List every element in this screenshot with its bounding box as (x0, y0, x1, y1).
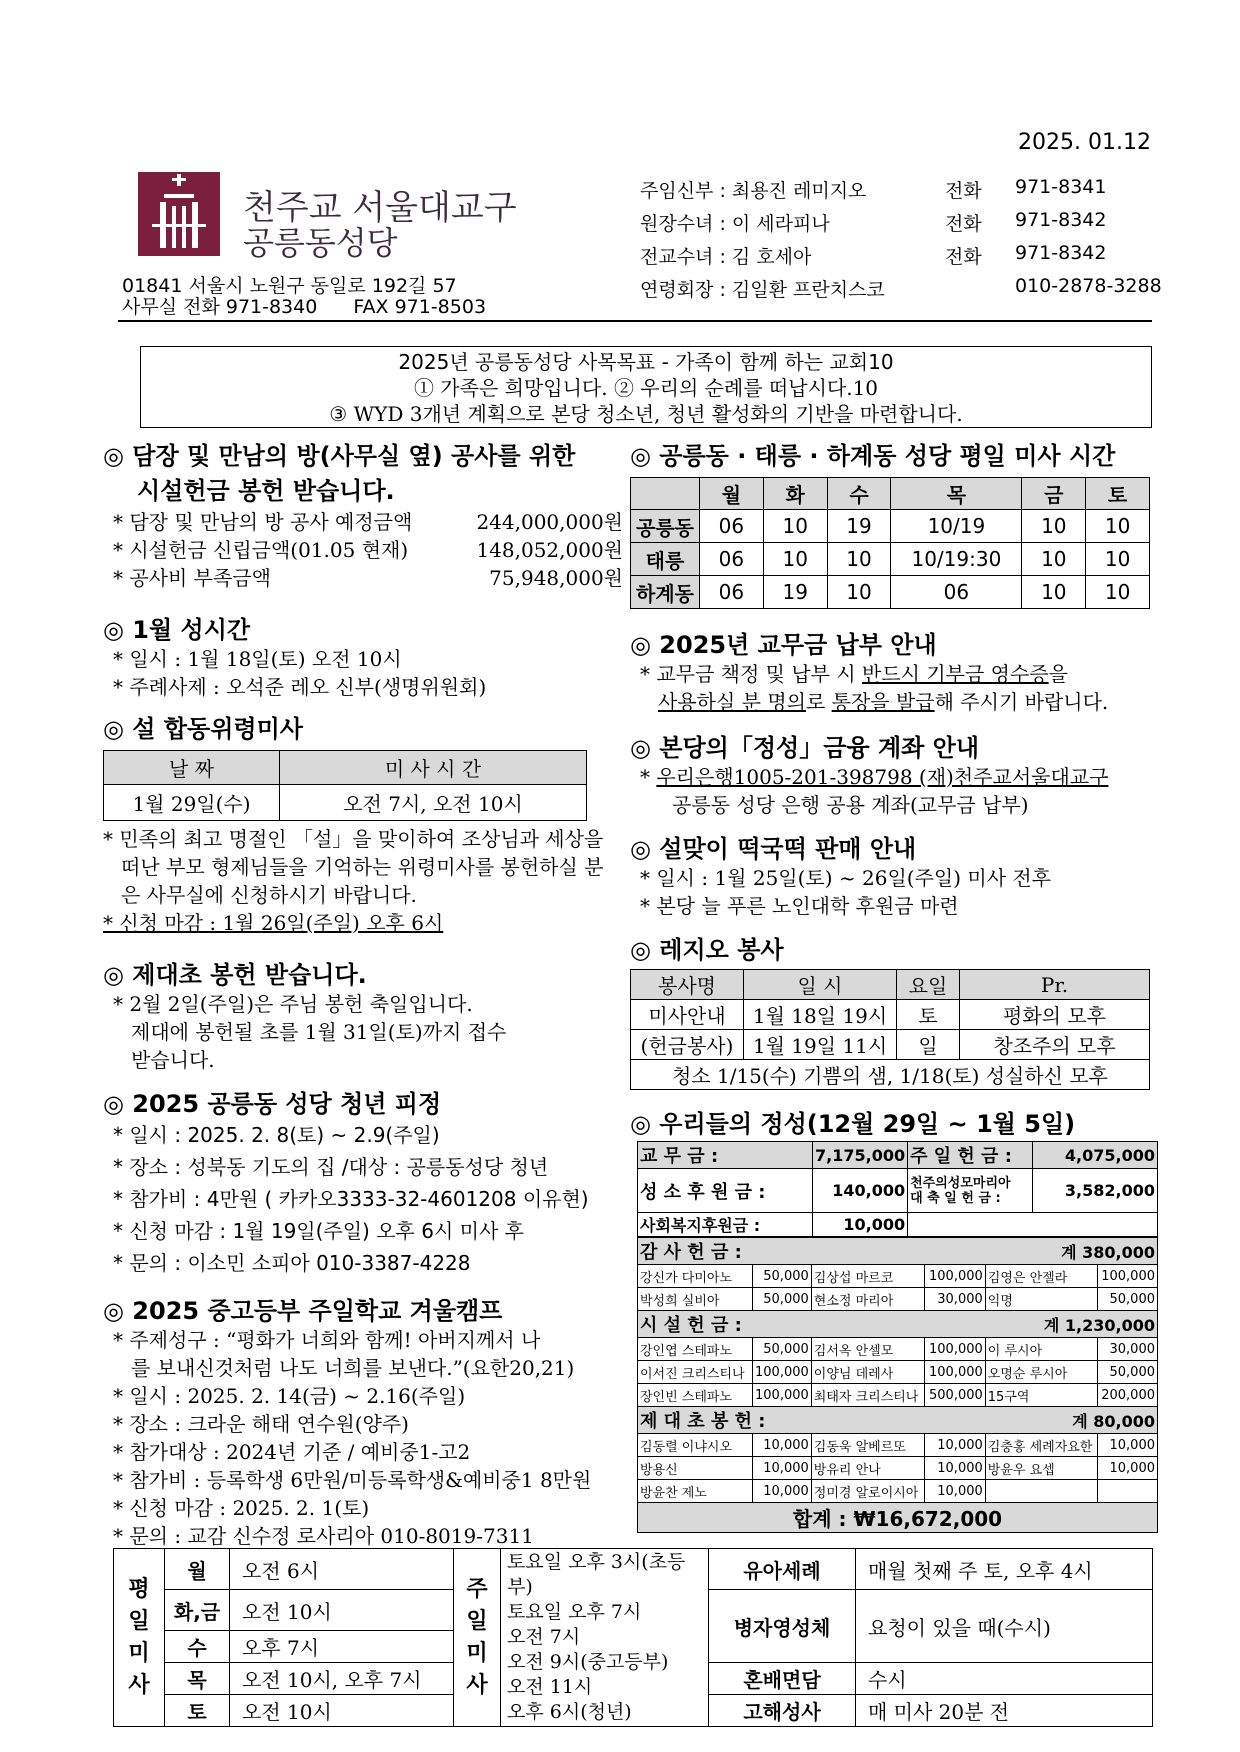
logo-text-archdiocese: 천주교 서울대교구 (243, 188, 517, 228)
right-column: ◎ 공릉동 · 태릉 · 하계동 성당 평일 미사 시간 월 화 수 목 금 토 공릉동 06 10 19 10/19 10 10 태릉 06 10 10 10/19:30 10 10 하계동 06 19 10 06 10 10 ◎ 2025년 교무금 납부 안내 * 교무금 책정 및 납부 시 반드시 기부금 영수증을 사용하실 분 명의로 통장을 발급해 주시기 바랍니다. ◎ 본당의「정성」금융 계좌 안내 * 우리은행1005-201-398798 (재)천주교서울대교구 공릉동 성당 은행 공용 계좌(교무금 납부) ◎ 설맞이 떡국떡 판매 안내 * 일시 : 1월 25일(토) ~ 26일(주일) 미사 전후 * 본당 늘 푸른 노인대학 후원금 마련 ◎ 레지오 봉사 봉사명 일 시 요일 Pr. 미사안내 1월 18일 19시 토 평화의 모후 (헌금봉사) 1월 19일 11시 일 창조주의 모후 청소 1/15(수) 기쁨의 샘, 1/18(토) 성실하신 모후 ◎ 우리들의 정성(12월 29일 ~ 1월 5일) (630, 436, 1158, 1139)
legio-table: 봉사명 일 시 요일 Pr. 미사안내 1월 18일 19시 토 평화의 모후 (헌금봉사) 1월 19일 11시 일 창조주의 모후 청소 1/15(수) 기쁨의 샘, 1/18(토) 성실하신 모후 (630, 969, 1150, 1090)
section-title: ◎ 공릉동 · 태릉 · 하계동 성당 평일 미사 시간 (630, 442, 1116, 470)
section-title: ◎ 2025년 교무금 납부 안내 (630, 631, 937, 659)
section-title: ◎ 설맞이 떡국떡 판매 안내 (630, 835, 917, 863)
offering-table: 교 무 금 : 7,175,000 주 일 헌 금 : 4,075,000 성 소 후 원 금 : 140,000 천주의성모마리아 대 축 일 헌 금 : 3,582,000 사회복지후원금 : 10,000 감 사 헌 금 : 계 380,000 강신가 다미아노 50,000 김상섭 마르코 100,000 김영은 안젤라 100,000 박성희 실비아 50,000 현소정 마리아 30,000 익명 50,000 시 설 헌 금 : 계 1,230,000 강인엽 스테파노 50,000 김서옥 안셀모 100,000 이 루시아 30,000 이서진 크리스티나 100,000 이양님 데레사 100,000 오명순 루시아 50,000 장인빈 스테파노 100,000 최태자 크리스티나 500,000 15구역 200,000 제 대 초 봉 헌 : 계 80,000 김동렬 이냐시오 10,000 김동욱 알베르또 10,000 김충홍 세례자요한 10,000 방용신 10,000 방유리 안나 10,000 방윤우 요셉 10,000 방윤찬 제노 10,000 정미경 알로이시아 10,000 합계 : ₩16,672,000 (637, 1141, 1158, 1533)
staff-row: 원장수녀 : 이 세라피나 전화 971-8342 (640, 209, 1107, 235)
weekday-mass-label: 평 일 미 사 (114, 1549, 165, 1727)
mass-schedule: 평 일 미 사 월 오전 6시 주 일 미 사 토요일 오후 3시(초등부) 토요일 오후 7시 오전 7시 오전 9시(중고등부) 오전 11시 오후 6시(청년) 유아세례 매월 첫째 주 토, 오후 4시 화,금 오전 10시 병자영성체 요청이 있을 때(수시) 수 오후 7시 목 오전 10시, 오후 7시 혼배면담 수시 토 오전 10시 고해성사 매 미사 20분 전 (113, 1548, 1153, 1727)
section-title: ◎ 2025 중고등부 주일학교 겨울캠프 (103, 1297, 503, 1325)
staff-list (640, 176, 1162, 308)
office-phone: 사무실 전화 971-8340 (122, 296, 318, 318)
church-icon (138, 172, 220, 256)
section-title: 시설헌금 봉헌 받습니다. (137, 477, 395, 505)
staff-row: 전교수녀 : 김 호세아 전화 971-8342 (640, 242, 1107, 268)
left-column: ◎ 담장 및 만남의 방(사무실 옆) 공사를 위한 시설헌금 봉헌 받습니다. * 담장 및 만남의 방 공사 예정금액 244,000,000원 * 시설헌금 신립금액(01.05 현재) 148,052,000원 * 공사비 부족금액 75,948,000원 ◎ 1월 성시간 * 일시 : 1월 18일(토) 오전 10시 * 주례사제 : 오석준 레오 신부(생명위원회) ◎ 설 합동위령미사 날 짜 미 사 시 간 1월 29일(수) 오전 7시, 오전 10시 * 민족의 최고 명절인 「설」을 맞이하여 조상님과 세상을 떠난 부모 형제님들을 기억하는 위령미사를 봉헌하실 분 은 사무실에 신청하시기 바랍니다. * 신청 마감 : 1월 26일(주일) 오후 6시 ◎ 제대초 봉헌 받습니다. * 2월 2일(주일)은 주님 봉헌 축일입니다. 제대에 봉헌될 초를 1월 31일(토)까지 접수 받습니다. ◎ 2025 공릉동 성당 청년 피정 * 일시 : 2025. 2. 8(토) ~ 2.9(주일) * 장소 : 성북동 기도의 집 /대상 : 공릉동성당 청년 * 참가비 : 4만원 ( 카카오3333-32-4601208 이유현) * 신청 마감 : 1월 19일(주일) 오후 6시 미사 후 * 문의 : 이소민 소피아 010-3387-4228 ◎ 2025 중고등부 주일학교 겨울캠프 * 주제성구 : “평화가 너희와 함께! 아버지께서 나 를 보내신것처럼 나도 너희를 보낸다.”(요한20,21) * 일시 : 2025. 2. 14(금) ~ 2.16(주일) * 장소 : 크라운 해태 연수원(양주) * 참가대상 : 2024년 기준 / 예비중1-고2 * 참가비 : 등록학생 6만원/미등록학생&예비중1 8만원 * 신청 마감 : 2025. 2. 1(토) * 문의 : 교감 신수정 로사리아 010-8019-7311 (103, 436, 623, 1550)
office-fax: FAX 971-8503 (353, 296, 487, 318)
header-divider (118, 320, 1152, 322)
staff-row: 주임신부 : 최용진 레미지오 전화 971-8341 (640, 176, 1107, 202)
section-title: ◎ 담장 및 만남의 방(사무실 옆) 공사를 위한 (103, 442, 576, 470)
section-title: ◎ 2025 공릉동 성당 청년 피정 (103, 1090, 442, 1118)
staff-row: 연령회장 : 김일환 프란치스코 010-2878-3288 (640, 275, 1162, 301)
section-title: ◎ 설 합동위령미사 (103, 715, 303, 743)
section-title: ◎ 1월 성시간 (103, 616, 251, 644)
bulletin-date: 2025. 01.12 (1018, 130, 1151, 155)
address-line: 01841 서울시 노원구 동일로 192길 57 (122, 275, 457, 297)
weekday-mass-table: 월 화 수 목 금 토 공릉동 06 10 19 10/19 10 10 태릉 06 10 10 10/19:30 10 10 하계동 06 19 10 06 10 10 (630, 477, 1150, 609)
goal-line: ③ WYD 3개년 계획으로 본당 청소년, 청년 활성화의 기반을 마련합니다. (329, 402, 963, 426)
offering-total: 합계 : ₩16,672,000 (638, 1503, 1158, 1533)
bank-account: 우리은행1005-201-398798 (재)천주교서울대교구 (656, 765, 1109, 789)
section-title: ◎ 레지오 봉사 (630, 936, 784, 964)
parish-logo (138, 172, 538, 262)
goal-line: ① 가족은 희망입니다. ② 우리의 순례를 떠납시다.10 (413, 376, 879, 400)
goal-title: 2025년 공릉동성당 사목목표 - 가족이 함께 하는 교회10 (398, 350, 894, 374)
memorial-mass-table: 날 짜 미 사 시 간 1월 29일(수) 오전 7시, 오전 10시 (103, 750, 587, 821)
logo-text-parish: 공릉동성당 (243, 224, 398, 262)
sunday-mass-label: 주 일 미 사 (454, 1549, 501, 1727)
pastoral-goal-box (140, 346, 1152, 428)
parish-address (122, 276, 486, 318)
section-title: ◎ 우리들의 정성(12월 29일 ~ 1월 5일) (630, 1110, 1076, 1138)
section-title: ◎ 제대초 봉헌 받습니다. (103, 961, 367, 989)
section-title: ◎ 본당의「정성」금융 계좌 안내 (630, 734, 980, 762)
